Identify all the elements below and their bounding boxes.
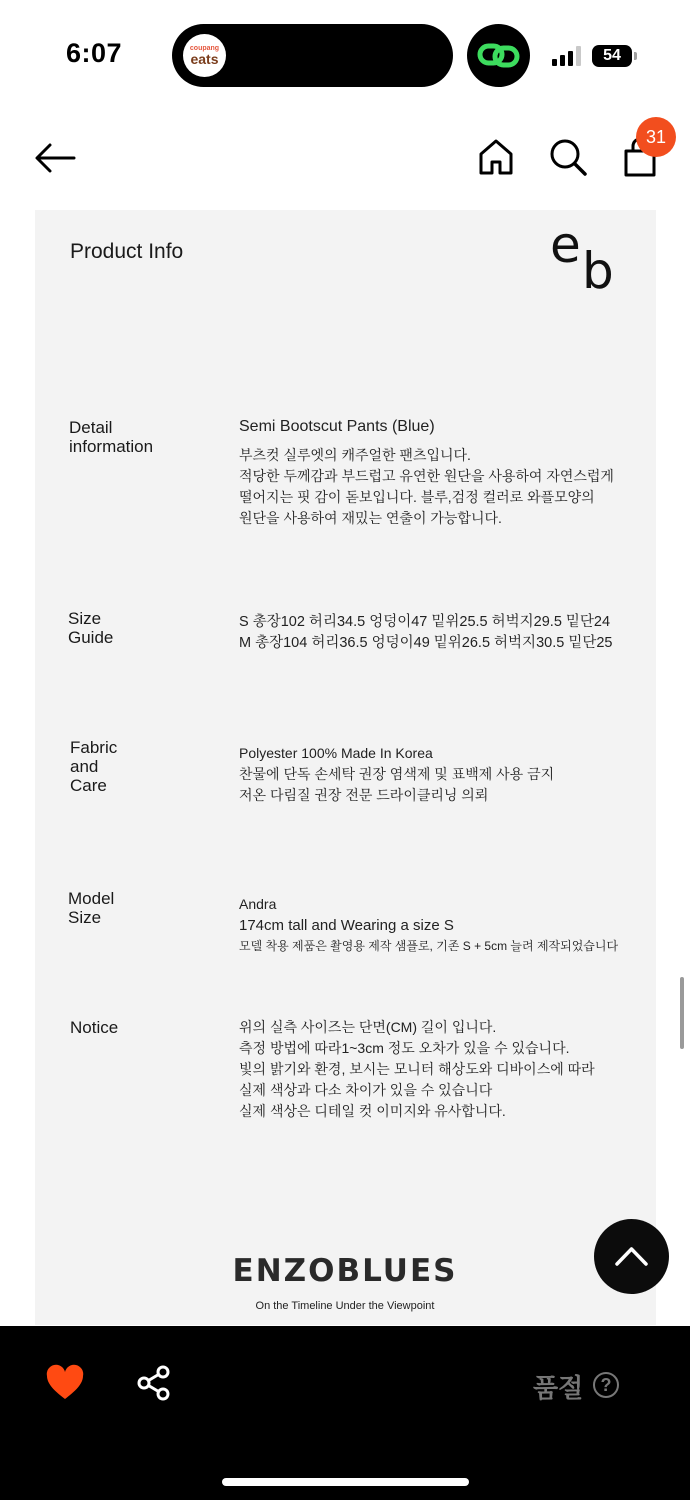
soldout-label: 품절 [533,1373,584,1403]
notice-label: Notice [70,1018,119,1037]
search-icon[interactable] [549,138,587,176]
signal-icon [552,46,582,66]
battery-icon: 54 [592,45,632,67]
notice-row-4: 실제 색상과 다소 차이가 있을 수 있습니다 [239,1082,493,1098]
back-arrow-icon[interactable] [32,140,78,176]
chevron-up-icon [594,1219,669,1294]
detail-desc-4: 원단을 사용하여 재밌는 연출이 가능합니다. [239,510,502,526]
scrollbar[interactable] [680,977,684,1049]
eb-logo [550,216,620,302]
fabric-row-1: Polyester 100% Made In Korea [239,745,433,761]
detail-desc-1: 부츠컷 실루엣의 캐주얼한 팬츠입니다. [239,447,471,463]
bottom-action-bar [0,1326,690,1500]
brand-name: ENZOBLUES [232,1253,458,1289]
island-app-bottom: eats [190,51,219,67]
notice-value [239,1017,595,1122]
detail-desc-3: 떨어지는 핏 감이 돋보입니다. 블루,검정 컬러로 와플모양의 [239,489,595,505]
fabric-row-3: 저온 다림질 권장 전문 드라이클리닝 의뢰 [239,787,489,803]
coupang-eats-icon [183,34,226,77]
model-name: Andra [239,896,277,912]
share-icon[interactable] [135,1364,173,1402]
heart-icon[interactable] [45,1364,85,1402]
size-guide-label: Size Guide [68,609,114,647]
product-name: Semi Bootscut Pants (Blue) [239,418,435,435]
home-indicator[interactable] [222,1478,469,1486]
fabric-row-2: 찬물에 단독 손세탁 권장 염색제 및 표백제 사용 금지 [239,766,555,782]
dynamic-island[interactable] [172,24,453,87]
status-time: 6:07 [66,38,123,68]
cart-count-badge: 31 [636,117,676,157]
notice-row-1: 위의 실측 사이즈는 단면(CM) 길이 입니다. [239,1019,497,1035]
size-row-s: S 총장102 허리34.5 엉덩이47 밑위25.5 허벅지29.5 밑단24 [239,614,611,630]
logo-b: b [582,242,614,300]
brand-tagline: On the Timeline Under the Viewpoint [255,1300,435,1312]
model-size-label: Model Size [68,889,115,927]
size-guide-value [239,612,612,654]
model-note: 모델 착용 제품은 촬영용 제작 샘플로, 기존 S + 5cm 늘려 제작되었습니다 [239,939,619,953]
notice-row-5: 실제 색상은 디테일 컷 이미지와 유사합니다. [239,1103,506,1119]
product-info-title: Product Info [70,240,184,263]
help-icon[interactable]: ? [593,1372,619,1398]
size-row-m: M 총장104 허리36.5 엉덩이49 밑위26.5 허벅지30.5 밑단25 [239,635,613,651]
island-app-top: coupang [189,45,220,52]
logo-e: e [550,216,581,274]
scroll-to-top-button[interactable] [594,1219,669,1294]
home-icon[interactable] [478,138,514,176]
detail-label: Detail information [69,418,154,456]
fabric-value [239,743,554,806]
detail-desc-2: 적당한 두께감과 부드럽고 유연한 원단을 사용하여 자연스럽게 [239,468,614,484]
battery-cap [634,52,637,60]
link-activity-icon[interactable] [467,24,530,87]
notice-row-3: 빛의 밝기와 환경, 보시는 모니터 해상도와 디바이스에 따라 [239,1061,595,1077]
detail-value [239,416,614,529]
model-size-value [239,894,618,957]
fabric-label: Fabric and Care [70,738,118,795]
model-wearing: 174cm tall and Wearing a size S [239,917,454,934]
notice-row-2: 측정 방법에 따라1~3cm 정도 오차가 있을 수 있습니다. [239,1040,570,1056]
